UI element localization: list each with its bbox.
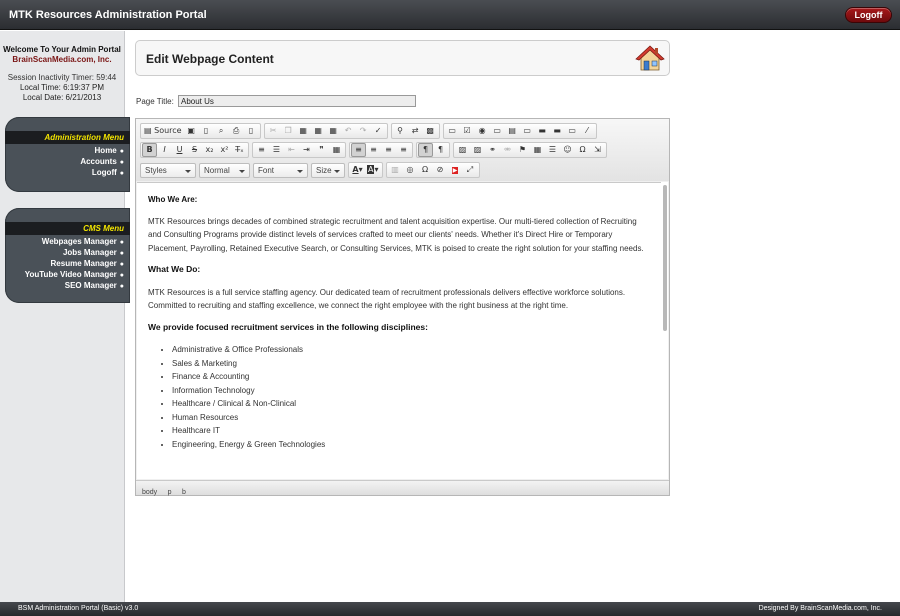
justify-icon[interactable]: ≡ — [400, 145, 407, 154]
undo-icon[interactable]: ↶ — [344, 126, 352, 135]
content-heading-what: What We Do: — [148, 264, 201, 274]
select-all-icon[interactable]: ▩ — [426, 126, 434, 135]
list-item: • Healthcare / Clinical & Non-Clinical — [172, 397, 650, 411]
sidebar — [0, 31, 125, 602]
path-item-p[interactable]: p — [167, 489, 172, 496]
toolbar-group-clipboard — [264, 123, 388, 139]
welcome-block — [0, 31, 124, 103]
textfield-icon[interactable]: ▭ — [493, 126, 501, 135]
home-icon — [635, 44, 665, 72]
toolbar-group-direction — [416, 142, 450, 158]
no-entry-icon[interactable]: ⊘ — [436, 165, 444, 174]
list-item: • Healthcare IT — [172, 424, 650, 438]
list-item: • Engineering, Energy & Green Technologies — [172, 438, 650, 452]
unlink-icon[interactable]: ⚮ — [504, 145, 511, 154]
list-item: • Human Resources — [172, 411, 650, 425]
content-heading-who: Who We Are: — [148, 195, 198, 204]
app-title: MTK Resources Administration Portal — [9, 9, 207, 21]
bg-color-icon[interactable]: A▾ — [368, 165, 379, 174]
cms-menu-item-webpages[interactable]: Webpages Manager ● — [41, 237, 124, 246]
page-title-input[interactable] — [178, 95, 416, 107]
find-icon[interactable]: ⚲ — [397, 126, 404, 135]
top-bar — [0, 0, 900, 30]
footer-credit: Designed By BrainScanMedia.com, Inc. — [758, 605, 882, 612]
youtube-icon[interactable]: ▶ — [452, 167, 458, 174]
toolbar-group-forms — [443, 123, 597, 139]
toolbar-group-insert — [453, 142, 607, 158]
image-button-icon[interactable]: ▬ — [553, 126, 561, 135]
toolbar-row-3 — [140, 162, 483, 178]
clear-format-button[interactable]: T̶ₓ — [235, 145, 244, 154]
paste-text-icon[interactable]: ▦ — [314, 126, 322, 135]
content-paragraph-what: MTK Resources is a full service staffing agency. Our dedicated team of recruitment professionals delivers effective workforce solutions. Committed to recruiting and staffing excellence, we connect the right employee with the right business at the right time. — [148, 287, 626, 310]
div-container-icon[interactable]: ▦ — [332, 145, 341, 154]
paste-word-icon[interactable]: ▦ — [329, 126, 337, 135]
omega-icon[interactable]: Ω — [421, 165, 429, 174]
company-name: BrainScanMedia.com, Inc. — [12, 55, 112, 64]
font-select[interactable]: Font — [253, 163, 308, 178]
toolbar-group-colors — [348, 162, 383, 178]
source-icon: ▤ — [144, 126, 152, 135]
cms-menu — [5, 208, 130, 303]
admin-menu-item-accounts[interactable]: Accounts ● — [80, 157, 124, 166]
page-break-icon[interactable]: ⇲ — [594, 145, 601, 154]
rtl-icon[interactable]: ¶ — [437, 145, 444, 154]
toolbar-row-2 — [140, 142, 610, 158]
superscript-button[interactable]: x² — [220, 145, 229, 154]
admin-menu-item-home[interactable]: Home ● — [94, 146, 124, 155]
welcome-text: Welcome To Your Admin Portal — [3, 45, 121, 54]
cms-menu-item-seo[interactable]: SEO Manager ● — [64, 281, 124, 290]
subscript-button[interactable]: x₂ — [205, 145, 214, 154]
blockquote-icon[interactable]: ❞ — [319, 145, 324, 154]
footer — [0, 602, 900, 616]
toolbar-group-align — [349, 142, 413, 158]
styles-select[interactable]: Styles — [140, 163, 196, 178]
textarea-icon[interactable]: ▤ — [508, 126, 516, 135]
align-right-icon[interactable]: ≡ — [385, 145, 392, 154]
smiley-icon[interactable]: ☺ — [563, 145, 572, 154]
content-paragraph-who: MTK Resources brings decades of combined strategic recruitment and talent acquisition expertise. Our multi-tiered collection of Recruiting and Consulting Programs provide distinct levels of services crafted to meet our clients' needs. Whether it's Direct Hire or Temporary Placement, Payrolling, Retained Executive Search, or Consulting Services, MTK is poised to create the right solution for your staffing needs. — [148, 216, 644, 253]
disciplines-list — [172, 343, 650, 451]
bold-button[interactable]: B — [142, 143, 157, 157]
cut-icon[interactable]: ✂ — [269, 126, 277, 135]
hidden-field-icon[interactable]: ▭ — [568, 126, 576, 135]
page-header — [135, 40, 670, 76]
source-button[interactable]: ▤ Source — [144, 126, 182, 135]
image-alt-icon[interactable]: ▨ — [473, 145, 482, 154]
admin-menu-title: Administration Menu — [5, 131, 130, 144]
align-left-icon[interactable]: ≡ — [351, 143, 366, 157]
format-select[interactable]: Normal — [199, 163, 250, 178]
save-icon[interactable]: ▣ — [187, 126, 195, 135]
admin-menu-item-logoff[interactable]: Logoff ● — [91, 168, 124, 177]
underline-button[interactable]: U — [176, 145, 183, 154]
element-path-bar — [136, 480, 669, 495]
cms-menu-item-resume[interactable]: Resume Manager ● — [50, 259, 124, 268]
flash-icon[interactable]: ▥ — [391, 165, 399, 174]
print-icon[interactable]: ⎙ — [232, 126, 240, 135]
select-field-icon[interactable]: ▭ — [523, 126, 531, 135]
remove-format-icon[interactable]: ⁄ — [586, 126, 588, 135]
radio-icon[interactable]: ◉ — [478, 126, 486, 135]
bulleted-list-icon[interactable]: ☰ — [272, 145, 281, 154]
redo-icon[interactable]: ↷ — [359, 126, 367, 135]
replace-icon[interactable]: ⇄ — [411, 126, 419, 135]
link-icon[interactable]: ⚭ — [489, 145, 496, 154]
copy-icon[interactable]: ❐ — [284, 126, 292, 135]
italic-button[interactable]: I — [163, 145, 166, 154]
toolbar-group-basic — [140, 142, 249, 158]
list-item: • Information Technology — [172, 384, 650, 398]
preview-icon[interactable]: ⌕ — [218, 126, 224, 135]
editor-toolbar — [136, 119, 669, 181]
toolbar-group-lists — [252, 142, 346, 158]
list-item: • Sales & Marketing — [172, 357, 650, 371]
footer-version: BSM Administration Portal (Basic) v3.0 — [18, 605, 139, 612]
page-title-label: Page Title: — [136, 97, 174, 106]
numbered-list-icon[interactable]: ≡ — [258, 145, 265, 154]
content-heading-services: We provide focused recruitment services in the following disciplines: — [148, 321, 428, 332]
toolbar-group-extra — [386, 162, 480, 178]
page-title: Edit Webpage Content — [146, 52, 274, 66]
list-item: • Administrative & Office Professionals — [172, 343, 650, 357]
spellcheck-icon[interactable]: ✓ — [374, 126, 382, 135]
rich-text-editor — [135, 118, 670, 496]
checkbox-icon[interactable]: ☑ — [463, 126, 471, 135]
paste-icon[interactable]: ▦ — [299, 126, 307, 135]
horizontal-rule-icon[interactable]: ☰ — [548, 145, 557, 154]
toolbar-group-find — [391, 123, 440, 139]
strike-button[interactable]: S — [191, 145, 198, 154]
cms-menu-item-jobs[interactable]: Jobs Manager ● — [62, 248, 124, 257]
ltr-icon[interactable]: ¶ — [418, 143, 433, 157]
outdent-icon[interactable]: ⇤ — [288, 145, 295, 154]
button-field-icon[interactable]: ▬ — [538, 126, 546, 135]
toolbar-row-1 — [140, 123, 600, 139]
session-timer: Session Inactivity Timer: 59:44 — [7, 73, 117, 82]
table-icon[interactable]: ▦ — [533, 145, 542, 154]
form-icon[interactable]: ▭ — [448, 126, 456, 135]
size-select[interactable]: Size — [311, 163, 345, 178]
align-center-icon[interactable]: ≡ — [370, 145, 377, 154]
maximize-icon[interactable]: ⤢ — [466, 165, 474, 174]
path-item-body[interactable]: body — [142, 489, 158, 496]
iframe-icon[interactable]: ◎ — [406, 165, 414, 174]
admin-menu — [5, 117, 130, 192]
image-icon[interactable]: ▨ — [458, 145, 467, 154]
local-time: Local Time: 6:19:37 PM — [19, 83, 105, 92]
editor-scroll-thumb[interactable] — [663, 185, 667, 331]
path-item-b[interactable]: b — [182, 489, 186, 496]
anchor-icon[interactable]: ⚑ — [518, 145, 527, 154]
editor-content[interactable] — [137, 182, 662, 479]
new-page-icon[interactable]: ▯ — [203, 126, 209, 135]
cms-menu-title: CMS Menu — [5, 222, 130, 235]
templates-icon[interactable]: ▯ — [248, 126, 254, 135]
text-color-icon[interactable]: A▾ — [352, 165, 363, 174]
indent-icon[interactable]: ⇥ — [303, 145, 310, 154]
toolbar-group-document — [140, 123, 261, 139]
logoff-button[interactable]: Logoff — [845, 7, 892, 23]
cms-menu-item-youtube[interactable]: YouTube Video Manager ● — [24, 270, 124, 279]
local-date: Local Date: 6/21/2013 — [22, 93, 102, 102]
special-char-icon[interactable]: Ω — [579, 145, 586, 154]
list-item: • Finance & Accounting — [172, 370, 650, 384]
